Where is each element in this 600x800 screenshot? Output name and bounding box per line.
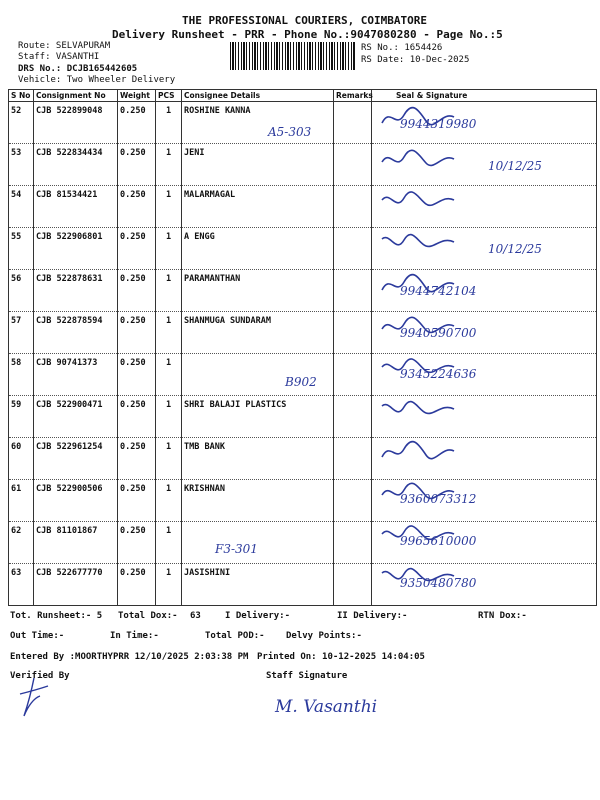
sno-cell: 63: [9, 564, 34, 606]
pcs-cell: 1: [156, 480, 182, 522]
consignee-cell: PARAMANTHAN: [182, 270, 334, 312]
total-dox-value: 63: [190, 611, 201, 621]
handwritten-phone: 9965610000: [400, 534, 477, 548]
col-pcs: PCS: [156, 90, 182, 102]
col-consignee: Consignee Details: [182, 90, 334, 102]
weight-cell: 0.250: [118, 102, 156, 144]
consignee-cell: JENI: [182, 144, 334, 186]
weight-cell: 0.250: [118, 396, 156, 438]
sno-cell: 62: [9, 522, 34, 564]
consignment-cell: CJB 522677770: [34, 564, 118, 606]
consignee-cell: ROSHINE KANNA: [182, 102, 334, 144]
table-row: [9, 396, 597, 438]
table-header: [9, 90, 597, 102]
sno-cell: 54: [9, 186, 34, 228]
table-row: [9, 312, 597, 354]
table-row: [9, 270, 597, 312]
drs-number: DRS No.: DCJB165442605: [18, 64, 138, 74]
sno-cell: 55: [9, 228, 34, 270]
consignee-cell: TMB BANK: [182, 438, 334, 480]
consignee-cell: MALARMAGAL: [182, 186, 334, 228]
weight-cell: 0.250: [118, 270, 156, 312]
handwritten-phone: 9944742104: [400, 283, 477, 298]
pcs-cell: 1: [156, 522, 182, 564]
signature-cell: [372, 186, 597, 228]
total-pod: Total POD:-: [205, 631, 265, 641]
col-signature: Seal & Signature: [372, 90, 597, 102]
sno-cell: 59: [9, 396, 34, 438]
consignee-cell: SHANMUGA SUNDARAM: [182, 312, 334, 354]
handwritten-phone: 9350480780: [400, 575, 477, 590]
sno-cell: 60: [9, 438, 34, 480]
staff-signature-label: Staff Signature: [266, 671, 348, 681]
remarks-cell: [334, 228, 372, 270]
consignment-cell: CJB 522878631: [34, 270, 118, 312]
handwritten-phone: 10/12/25: [488, 158, 542, 173]
remarks-cell: [334, 564, 372, 606]
entered-by: Entered By :MOORTHYPRR 12/10/2025 2:03:38 PM: [10, 652, 249, 662]
out-time: Out Time:-: [10, 631, 65, 641]
pcs-cell: 1: [156, 564, 182, 606]
handwritten-note: B902: [285, 375, 317, 390]
printed-on: Printed On: 10-12-2025 14:04:05: [257, 652, 425, 662]
consignee-cell: JASISHINI: [182, 564, 334, 606]
ii-delivery: II Delivery:-: [337, 611, 408, 621]
handwritten-phone: 10/12/25: [488, 242, 542, 257]
remarks-cell: [334, 270, 372, 312]
consignment-cell: CJB 522961254: [34, 438, 118, 480]
weight-cell: 0.250: [118, 186, 156, 228]
weight-cell: 0.250: [118, 522, 156, 564]
consignee-cell: SHRI BALAJI PLASTICS: [182, 396, 334, 438]
pcs-cell: 1: [156, 396, 182, 438]
consignment-cell: CJB 522899048: [34, 102, 118, 144]
table-row: [9, 564, 597, 606]
delivery-points: Delvy Points:-: [286, 631, 362, 641]
runsheet-subtitle: Delivery Runsheet - PRR - Phone No.:9047080280 - Page No.:5: [112, 28, 503, 41]
remarks-cell: [334, 186, 372, 228]
signature-cell: [372, 144, 597, 186]
rs-date: RS Date: 10-Dec-2025: [361, 55, 470, 65]
signature-cell: [372, 438, 597, 480]
sno-cell: 53: [9, 144, 34, 186]
table-row: [9, 186, 597, 228]
consignment-cell: CJB 522834434: [34, 144, 118, 186]
sno-cell: 57: [9, 312, 34, 354]
table-row: [9, 480, 597, 522]
consignment-cell: CJB 81534421: [34, 186, 118, 228]
weight-cell: 0.250: [118, 480, 156, 522]
remarks-cell: [334, 102, 372, 144]
table-row: [9, 522, 597, 564]
barcode: [230, 42, 356, 70]
pcs-cell: 1: [156, 144, 182, 186]
staff: Staff: VASANTHI: [18, 52, 100, 62]
remarks-cell: [334, 522, 372, 564]
weight-cell: 0.250: [118, 354, 156, 396]
consignment-cell: CJB 522900471: [34, 396, 118, 438]
pcs-cell: 1: [156, 228, 182, 270]
remarks-cell: [334, 438, 372, 480]
table-row: [9, 438, 597, 480]
sno-cell: 58: [9, 354, 34, 396]
consignee-cell: A ENGG: [182, 228, 334, 270]
verified-by: Verified By: [10, 671, 70, 681]
i-delivery: I Delivery:-: [225, 611, 291, 621]
col-remarks: Remarks: [334, 90, 372, 102]
handwritten-phone: 9345224636: [400, 367, 477, 382]
route: Route: SELVAPURAM: [18, 41, 111, 51]
col-weight: Weight: [118, 90, 156, 102]
sno-cell: 56: [9, 270, 34, 312]
sno-cell: 52: [9, 102, 34, 144]
total-runsheet: Tot. Runsheet:- 5: [10, 611, 103, 621]
signature-cell: [372, 396, 597, 438]
rtn-dox: RTN Dox:-: [478, 611, 527, 621]
remarks-cell: [334, 396, 372, 438]
pcs-cell: 1: [156, 312, 182, 354]
consignment-cell: CJB 81101867: [34, 522, 118, 564]
weight-cell: 0.250: [118, 564, 156, 606]
handwritten-phone: 9944319980: [400, 117, 477, 131]
weight-cell: 0.250: [118, 312, 156, 354]
remarks-cell: [334, 144, 372, 186]
consignment-cell: CJB 90741373: [34, 354, 118, 396]
sno-cell: 61: [9, 480, 34, 522]
remarks-cell: [334, 312, 372, 354]
verifier-signature: [14, 676, 54, 720]
in-time: In Time:-: [110, 631, 159, 641]
handwritten-note: F3-301: [215, 542, 258, 556]
remarks-cell: [334, 354, 372, 396]
pcs-cell: 1: [156, 354, 182, 396]
weight-cell: 0.250: [118, 228, 156, 270]
remarks-cell: [334, 480, 372, 522]
signature-cell: [372, 228, 597, 270]
vehicle: Vehicle: Two Wheeler Delivery: [18, 75, 176, 85]
rs-number: RS No.: 1654426: [361, 43, 443, 53]
handwritten-phone: 9940590700: [400, 325, 477, 340]
col-consignment: Consignment No: [34, 90, 118, 102]
consignee-cell: KRISHNAN: [182, 480, 334, 522]
handwritten-phone: 9360073312: [400, 492, 477, 507]
pcs-cell: 1: [156, 186, 182, 228]
col-sno: S No: [9, 90, 34, 102]
weight-cell: 0.250: [118, 144, 156, 186]
consignment-cell: CJB 522900506: [34, 480, 118, 522]
weight-cell: 0.250: [118, 438, 156, 480]
handwritten-note: A5-303: [268, 125, 312, 139]
consignment-cell: CJB 522878594: [34, 312, 118, 354]
pcs-cell: 1: [156, 102, 182, 144]
pcs-cell: 1: [156, 270, 182, 312]
pcs-cell: 1: [156, 438, 182, 480]
consignment-cell: CJB 522906801: [34, 228, 118, 270]
company-title: THE PROFESSIONAL COURIERS, COIMBATORE: [182, 14, 428, 27]
total-dox-label: Total Dox:-: [118, 611, 178, 621]
staff-signature: M. Vasanthi: [275, 697, 378, 717]
